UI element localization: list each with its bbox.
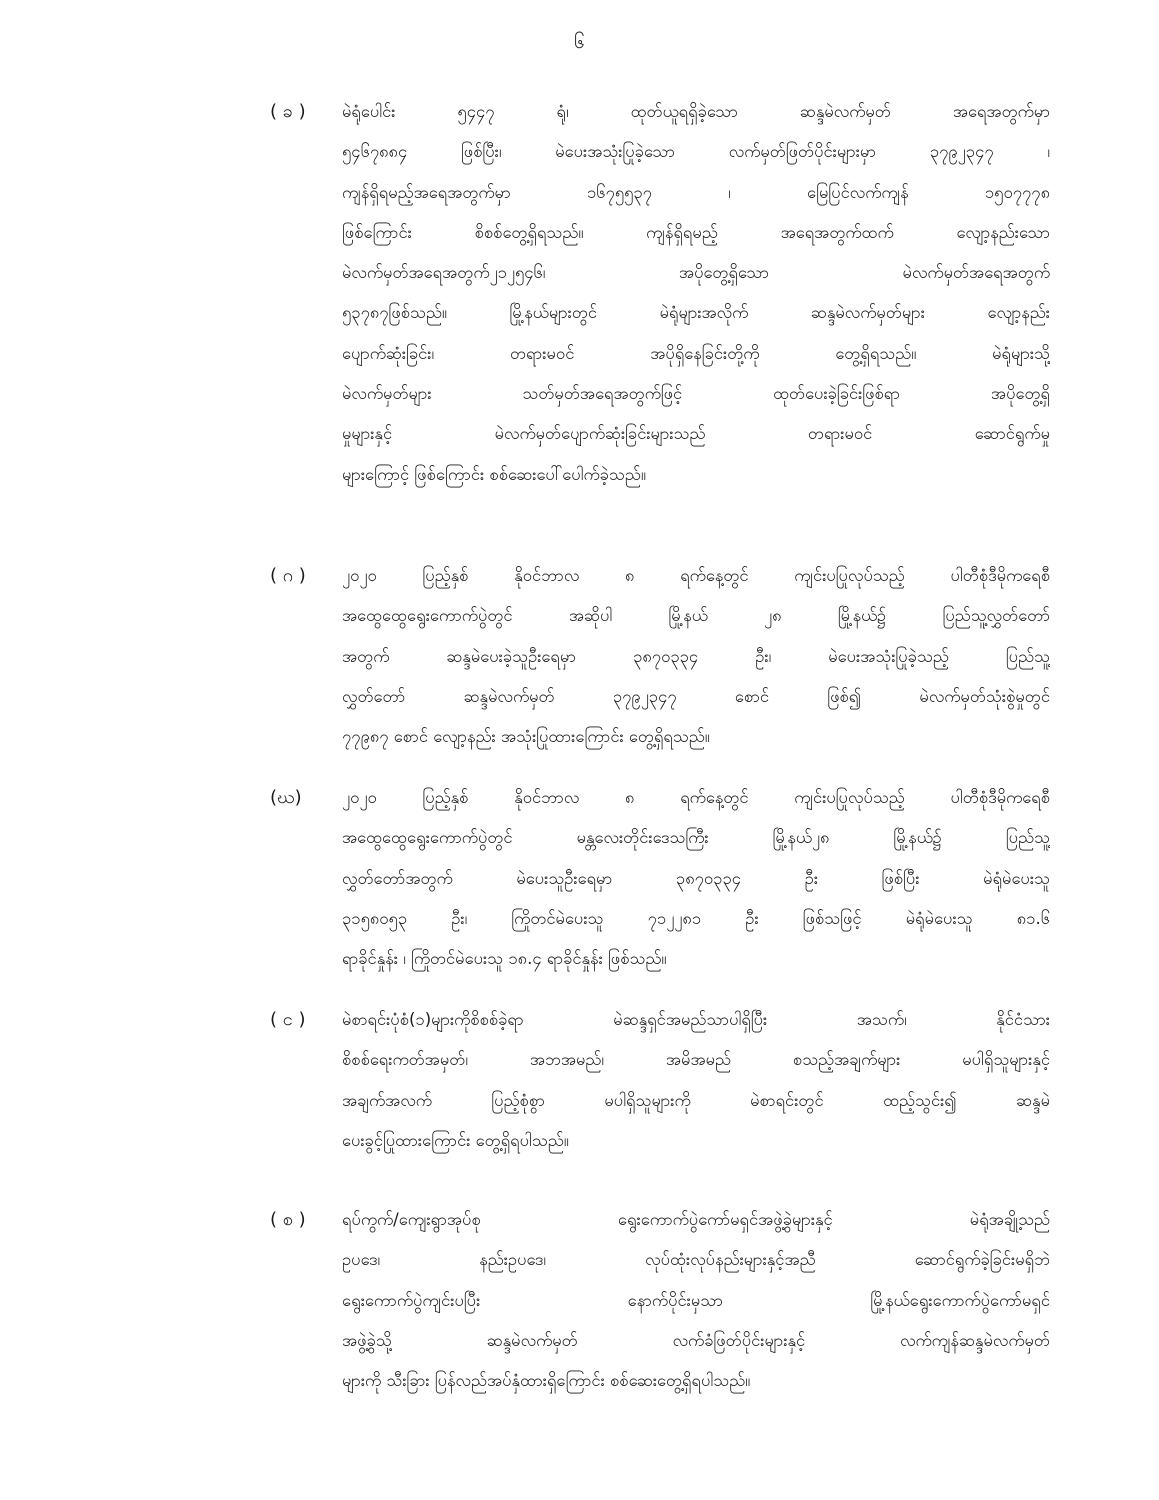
paragraph-line: လွှတ်တော် ဆန္ဒမဲလက်မှတ် ၃၇၉၂၃၄၇ စောင် ဖြစ်၍ မဲလက်မှတ်သုံးစွဲမှုတွင်: [342, 686, 1050, 706]
paragraph-line: ၂၀၂၀ ပြည့်နှစ် နိုဝင်ဘာလ ၈ ရက်နေ့တွင် ကျင်းပပြုလုပ်သည့် ပါတီစုံဒီမိုကရေစီ: [342, 566, 1050, 585]
paragraph-line: များကို သီးခြား ပြန်လည်အပ်နှံထားရှိကြောင်း စစ်ဆေးတွေ့ရှိရပါသည်။: [342, 1371, 751, 1391]
item-paragraph: [342, 92, 1050, 495]
paragraph-line: စိစစ်ရေးကတ်အမှတ်၊ အဘအမည်၊ အမိအမည် စသည့်အချက်များ မပါရှိသူများနှင့်: [342, 1050, 1050, 1070]
paragraph-line: မဲစာရင်းပုံစံ(၁)များကိုစိစစ်ခဲ့ရာ မဲဆန္ဒရှင်အမည်သာပါရှိပြီး အသက်၊ နိုင်ငံသား: [342, 1010, 1050, 1029]
item-label: ( စ ): [270, 1209, 306, 1230]
paragraph-line: မှုများနှင့် မဲလက်မှတ်ပျောက်ဆုံးခြင်းများသည် တရားမဝင် ဆောင်ရွက်မှု: [342, 424, 1050, 444]
item-label: (ဃ): [270, 787, 302, 808]
paragraph-line: လွှတ်တော်အတွက် မဲပေးသူဦးရေမှာ ၃၈၇၀၃၃၄ ဦး ဖြစ်ပြီး မဲရုံမဲပေးသူ: [342, 868, 1050, 888]
paragraph-line: ၅၃၇၈၇ဖြစ်သည်။ မြို့နယ်များတွင် မဲရုံများအလိုက် ဆန္ဒမဲလက်မှတ်များ လျော့နည်း: [342, 303, 1050, 323]
item-label: ( ဂ ): [270, 565, 306, 586]
paragraph-line: ဖြစ်ကြောင်း စိစစ်တွေ့ရှိရသည်။ ကျန်ရှိရမည့် အရေအတွက်ထက် လျော့နည်းသော: [342, 222, 1050, 242]
paragraph-line: မဲလက်မှတ်အရေအတွက်၂၁၂၅၄၆၊ အပိုတွေ့ရှိသော မဲလက်မှတ်အရေအတွက်: [342, 263, 1050, 283]
paragraph-line: အချက်အလက် ပြည့်စုံစွာ မပါရှိသူများကို မဲစာရင်းတွင် ထည့်သွင်း၍ ဆန္ဒမဲ: [342, 1090, 1050, 1110]
paragraph-line: ရပ်ကွက်/ကျေးရွာအုပ်စု ရွေးကောက်ပွဲကော်မရှင်အဖွဲ့ခွဲများနှင့် မဲရုံအချို့သည်: [342, 1210, 1050, 1229]
item-paragraph: [342, 556, 1050, 757]
paragraph-line: အတွက် ဆန္ဒမဲပေးခဲ့သူဦးရေမှာ ၃၈၇၀၃၃၄ ဦး၊ မဲပေးအသုံးပြုခဲ့သည့် ပြည်သူ့: [342, 646, 1050, 666]
paragraph-line: ဥပဒေ၊ နည်းဥပဒေ၊ လုပ်ထုံးလုပ်နည်းများနှင့်အညီ ဆောင်ရွက်ခဲ့ခြင်းမရှိဘဲ: [342, 1250, 1050, 1270]
paragraph-line: ၂၀၂၀ ပြည့်နှစ် နိုဝင်ဘာလ ၈ ရက်နေ့တွင် ကျင်းပပြုလုပ်သည့် ပါတီစုံဒီမိုကရေစီ: [342, 788, 1050, 807]
paragraph-line: ရွေးကောက်ပွဲကျင်းပပြီး နောက်ပိုင်းမှသာ မြို့နယ်ရွေးကောက်ပွဲကော်မရှင်: [342, 1290, 1050, 1310]
paragraph-line: ပေးခွင့်ပြုထားကြောင်း တွေ့ရှိရပါသည်။: [342, 1130, 569, 1150]
page-number: ၆: [574, 31, 585, 53]
item-label: ( ခ ): [270, 101, 306, 122]
paragraph-line: ၃၁၅၈၀၅၃ ဦး၊ ကြိုတင်မဲပေးသူ ၇၁၂၂၈၁ ဦး ဖြစ်သဖြင့် မဲရုံမဲပေးသူ ၈၁.၆: [342, 908, 1050, 928]
paragraph-line: ရာခိုင်နှုန်း ၊ ကြိုတင်မဲပေးသူ ၁၈.၄ ရာခိုင်နှုန်း ဖြစ်သည်။: [342, 949, 667, 969]
paragraph-line: အထွေထွေရွေးကောက်ပွဲတွင် မန္တလေးတိုင်းဒေသကြီး မြို့နယ်၂၈ မြို့နယ်၌ ပြည်သူ့: [342, 828, 1050, 848]
paragraph-line: ၅၄၆၇၈၈၄ ဖြစ်ပြီး၊ မဲပေးအသုံးပြုခဲ့သော လက်မှတ်ဖြတ်ပိုင်းများမှာ ၃၇၉၂၃၄၇ ၊: [342, 142, 1050, 162]
paragraph-line: မဲရုံပေါင်း ၅၄၄၇ ရုံ၊ ထုတ်ယူရရှိခဲ့သော ဆန္ဒမဲလက်မှတ် အရေအတွက်မှာ: [342, 102, 1050, 121]
item-paragraph: [342, 1200, 1050, 1401]
item-paragraph: [342, 1000, 1050, 1161]
paragraph-line: မဲလက်မှတ်များ သတ်မှတ်အရေအတွက်ဖြင့် ထုတ်ပေးခဲ့ခြင်းဖြစ်ရာ အပိုတွေ့ရှိ: [342, 384, 1050, 404]
paragraph-line: များကြောင့် ဖြစ်ကြောင်း စစ်ဆေးပေါ်ပေါက်ခဲ့သည်။: [342, 464, 646, 484]
paragraph-line: ၇၇၉၈၇ စောင် လျော့နည်း အသုံးပြုထားကြောင်း တွေ့ရှိရသည်။: [342, 727, 710, 747]
paragraph-line: ပျောက်ဆုံးခြင်း၊ တရားမဝင် အပိုရှိနေခြင်းတို့ကို တွေ့ရှိရသည်။ မဲရုံများသို့: [342, 343, 1050, 363]
paragraph-line: အထွေထွေရွေးကောက်ပွဲတွင် အဆိုပါ မြို့နယ် ၂၈ မြို့နယ်၌ ပြည်သူ့လွှတ်တော်: [342, 606, 1050, 626]
item-paragraph: [342, 778, 1050, 979]
item-label: ( င ): [270, 1009, 306, 1030]
paragraph-line: ကျန်ရှိရမည့်အရေအတွက်မှာ ၁၆၇၅၅၃၇ ၊ မြေပြင်လက်ကျန် ၁၅၀၇၇၇၈: [342, 182, 1050, 202]
paragraph-line: အဖွဲ့ခွဲသို့ ဆန္ဒမဲလက်မှတ် လက်ခံဖြတ်ပိုင်းများနှင့် လက်ကျန်ဆန္ဒမဲလက်မှတ်: [342, 1330, 1050, 1350]
